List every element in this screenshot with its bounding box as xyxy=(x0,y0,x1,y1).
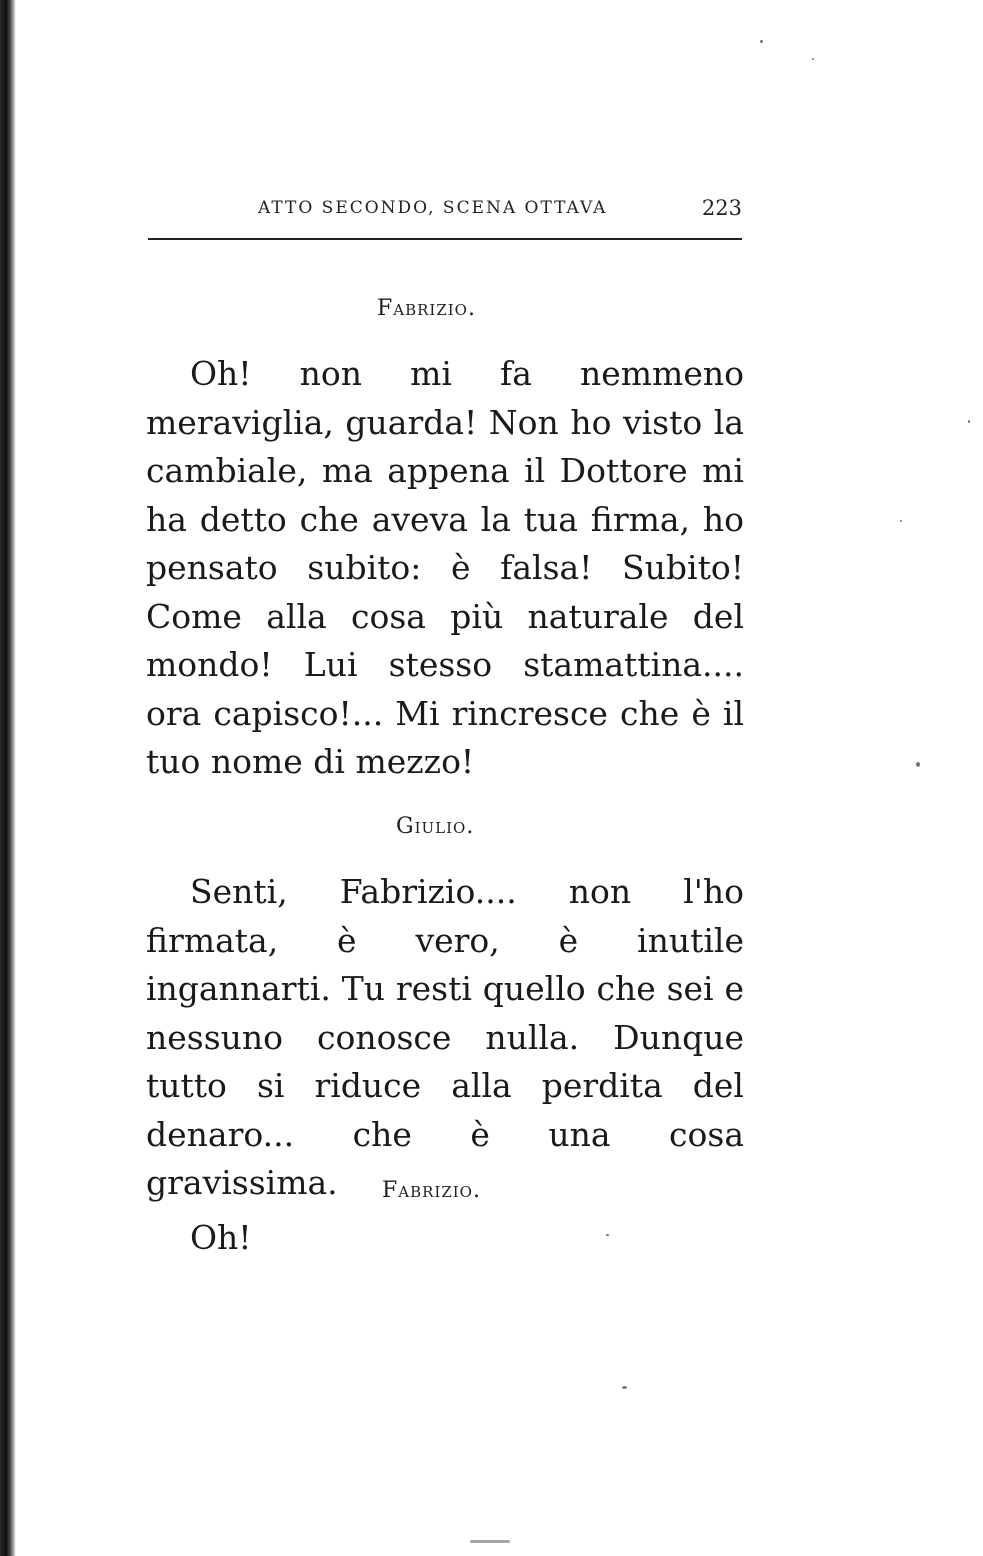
scan-speckle xyxy=(812,58,814,60)
page-binding-edge xyxy=(0,0,16,1556)
speech-text xyxy=(146,1214,744,1263)
header-rule xyxy=(148,238,742,240)
scan-speckle xyxy=(916,762,920,767)
page-number: 223 xyxy=(701,196,742,220)
running-head-title: ATTO SECONDO, SCENA OTTAVA xyxy=(258,198,608,218)
scan-speckle xyxy=(900,520,902,522)
speaker-label: Fabrizio. xyxy=(382,1178,481,1203)
speech-paragraph: Oh! xyxy=(190,1218,252,1257)
speech-text xyxy=(146,868,744,1208)
scan-speckle xyxy=(968,420,970,423)
scan-speckle xyxy=(470,1540,510,1543)
scan-speckle xyxy=(622,1386,627,1389)
speech-text xyxy=(146,350,744,787)
running-header xyxy=(148,196,742,224)
speaker-label: Giulio. xyxy=(396,814,475,839)
scan-speckle xyxy=(760,40,763,43)
speech-paragraph: Senti, Fabrizio.... non l'ho firmata, è vero, è inutile ingannarti. Tu resti quello che sei e nessuno conosce nulla. Dunque tutto si riduce alla perdita del denaro... che è una cosa gravissima. xyxy=(146,872,744,1202)
speaker-label: Fabrizio. xyxy=(377,296,476,321)
speech-paragraph: Oh! non mi fa nemmeno meraviglia, guarda! Non ho visto la cambiale, ma appena il Dottore mi ha detto che aveva la tua firma, ho pensato subito: è falsa! Subito! Come alla cosa più naturale del mondo! Lui stesso stamattina.... ora capisco!... Mi rincresce che è il tuo nome di mezzo! xyxy=(146,354,744,781)
